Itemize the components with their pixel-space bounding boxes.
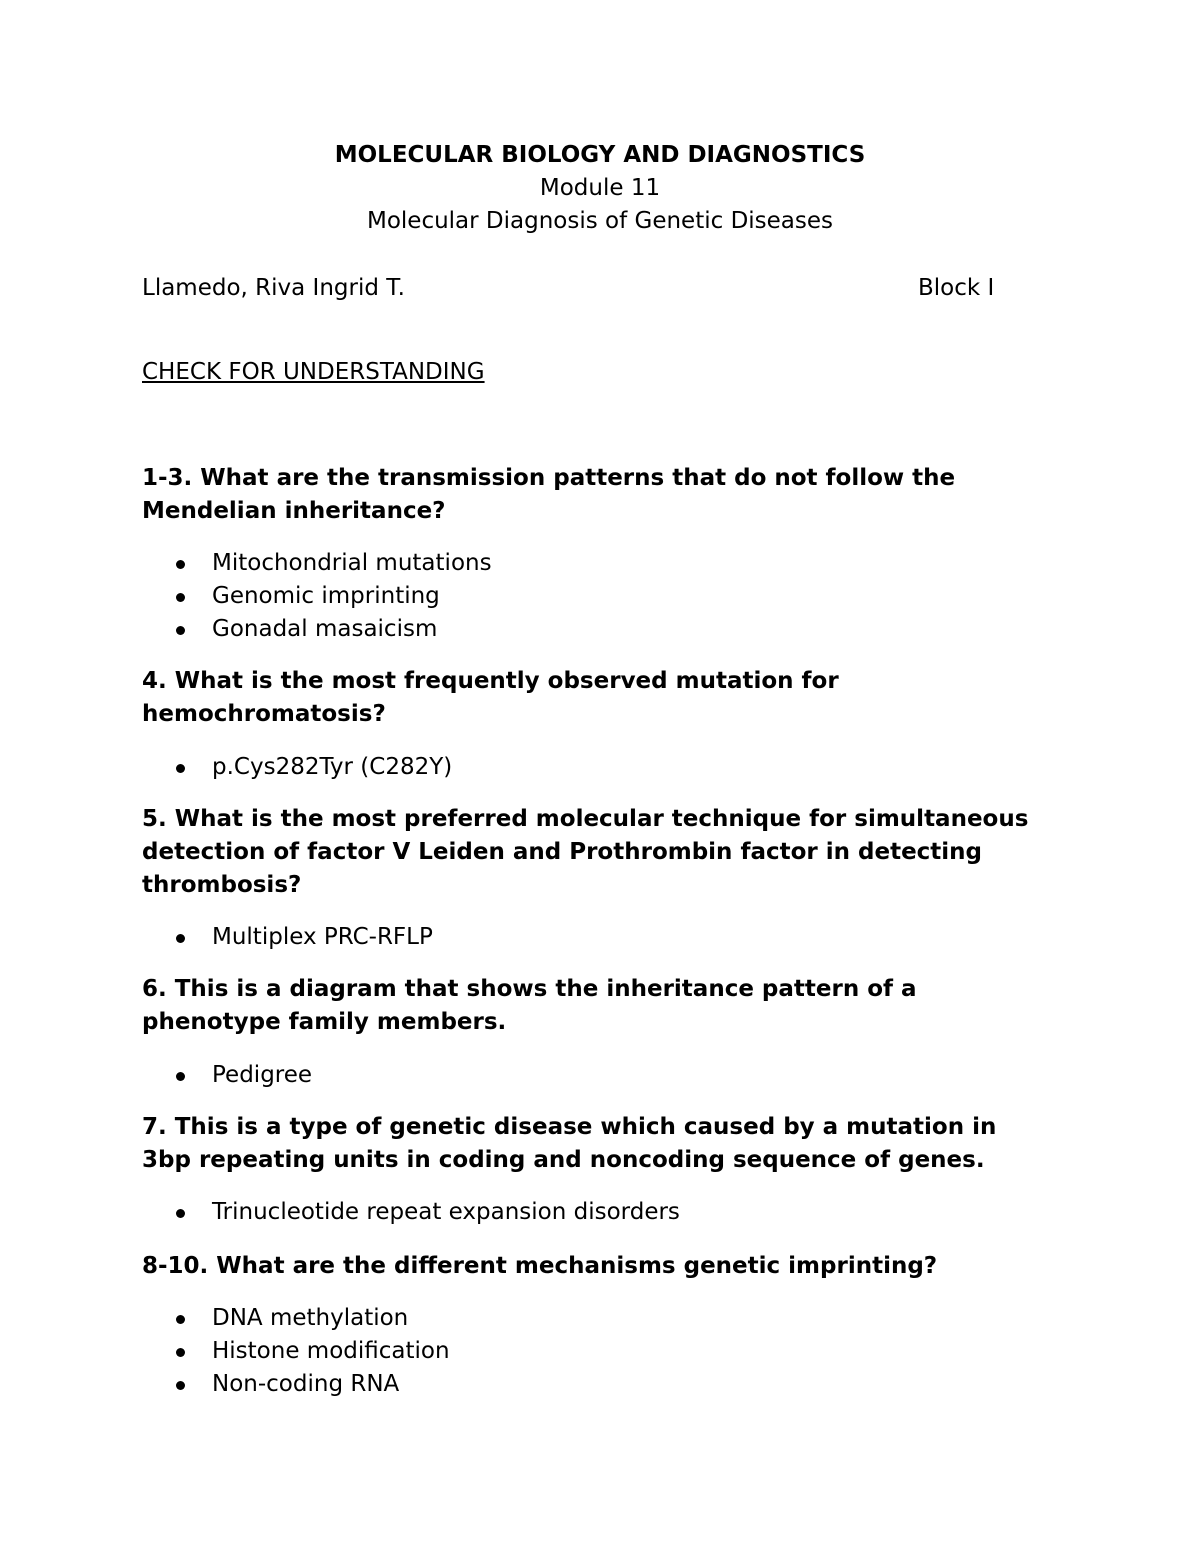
answer-list — [142, 1302, 450, 1401]
answer-list — [142, 751, 452, 784]
bullet-icon — [176, 560, 185, 569]
answer-text: Multiplex PRC-RFLP — [212, 924, 433, 950]
list-item — [142, 751, 452, 784]
answer-list — [142, 921, 433, 954]
answer-text: Genomic imprinting — [212, 583, 440, 609]
list-item — [142, 547, 492, 580]
list-item — [142, 1302, 450, 1335]
list-item — [142, 613, 492, 646]
question-line: Mendelian inheritance? — [142, 498, 446, 524]
list-item — [142, 1196, 680, 1229]
question-line: hemochromatosis? — [142, 701, 386, 727]
module-topic: Molecular Diagnosis of Genetic Diseases — [366, 208, 834, 234]
student-block: Block I — [918, 275, 995, 301]
bullet-icon — [176, 1072, 185, 1081]
question-line: phenotype family members. — [142, 1009, 507, 1035]
question-line: 5. What is the most preferred molecular technique for simultaneous — [142, 806, 1029, 832]
answer-list — [142, 547, 492, 646]
bullet-icon — [176, 764, 185, 773]
bullet-icon — [176, 1348, 185, 1357]
question-line: 1-3. What are the transmission patterns that do not follow the — [142, 465, 956, 491]
course-title: MOLECULAR BIOLOGY AND DIAGNOSTICS — [334, 142, 866, 168]
bullet-icon — [176, 1381, 185, 1390]
answer-text: Mitochondrial mutations — [212, 550, 492, 576]
section-title: CHECK FOR UNDERSTANDING — [142, 359, 485, 385]
bullet-icon — [176, 934, 185, 943]
question-line: 3bp repeating units in coding and noncoding sequence of genes. — [142, 1147, 985, 1173]
bullet-icon — [176, 1209, 185, 1218]
answer-text: Non-coding RNA — [212, 1371, 400, 1397]
answer-text: Histone modification — [212, 1338, 450, 1364]
answer-list — [142, 1196, 680, 1229]
bullet-icon — [176, 626, 185, 635]
list-item — [142, 1335, 450, 1368]
question-line: detection of factor V Leiden and Prothrombin factor in detecting — [142, 839, 983, 865]
list-item — [142, 921, 433, 954]
question-5 — [142, 803, 1062, 902]
question-7 — [142, 1111, 1062, 1177]
answer-text: Trinucleotide repeat expansion disorders — [212, 1199, 680, 1225]
question-line: 8-10. What are the different mechanisms genetic imprinting? — [142, 1253, 938, 1279]
question-4 — [142, 665, 1062, 731]
answer-text: Pedigree — [212, 1062, 313, 1088]
question-8-10 — [142, 1250, 1062, 1283]
list-item — [142, 1368, 450, 1401]
bullet-icon — [176, 1315, 185, 1324]
question-6 — [142, 973, 1062, 1039]
question-line: 6. This is a diagram that shows the inheritance pattern of a — [142, 976, 917, 1002]
answer-text: DNA methylation — [212, 1305, 409, 1331]
question-line: 4. What is the most frequently observed mutation for — [142, 668, 839, 694]
list-item — [142, 580, 492, 613]
question-1-3 — [142, 462, 1062, 528]
list-item — [142, 1059, 312, 1092]
answer-list — [142, 1059, 312, 1092]
question-line: thrombosis? — [142, 872, 302, 898]
answer-text: Gonadal masaicism — [212, 616, 438, 642]
student-name: Llamedo, Riva Ingrid T. — [142, 275, 405, 301]
answer-text: p.Cys282Tyr (C282Y) — [212, 754, 453, 780]
question-line: 7. This is a type of genetic disease which caused by a mutation in — [142, 1114, 997, 1140]
bullet-icon — [176, 593, 185, 602]
module-number: Module 11 — [539, 175, 661, 201]
